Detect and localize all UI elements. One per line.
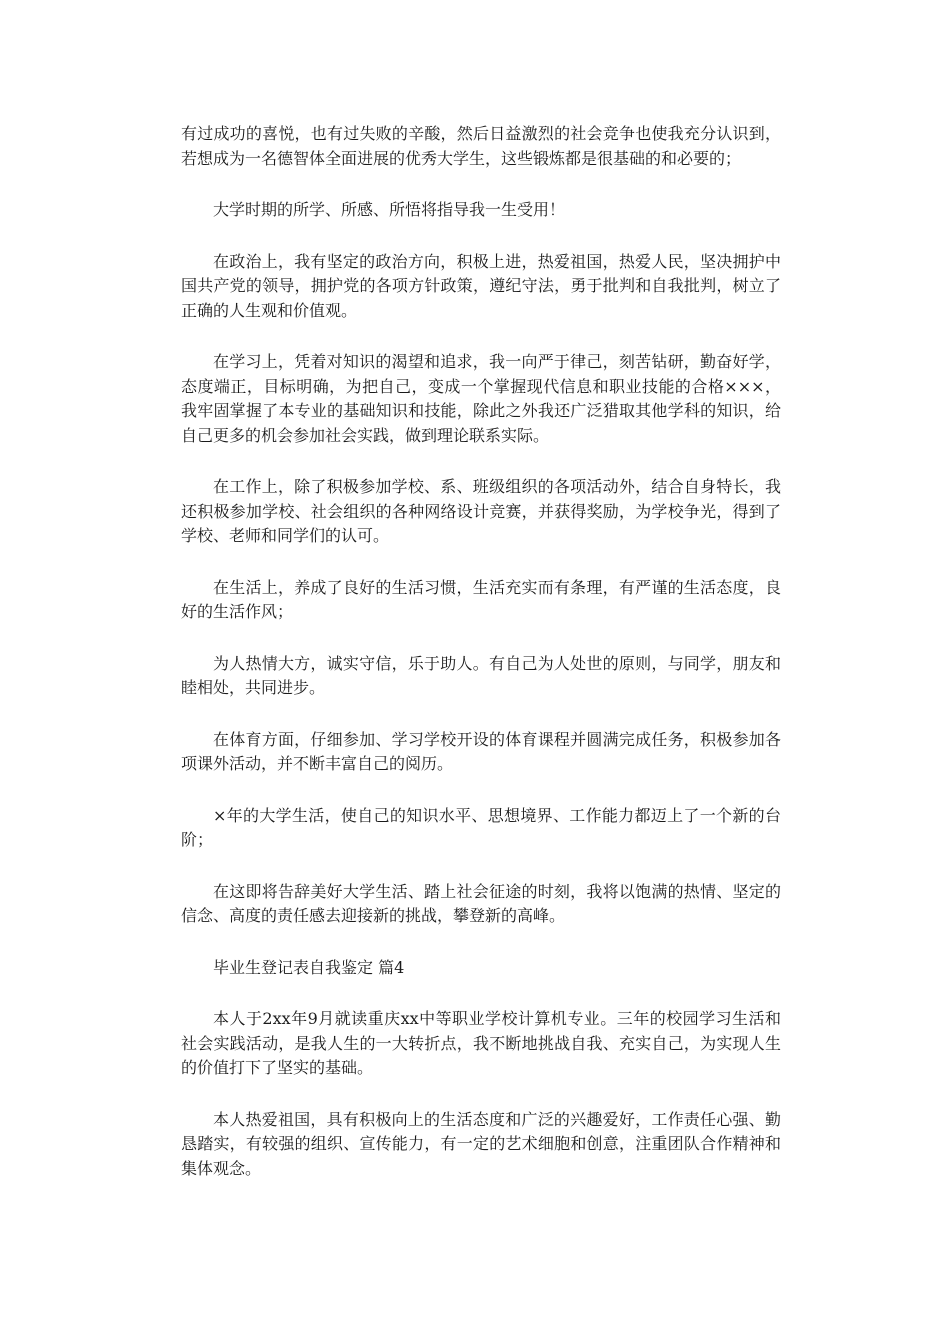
- document-page: [181, 122, 781, 1208]
- paragraph-5: 在工作上，除了积极参加学校、系、班级组织的各项活动外，结合自身特长，我还积极参加学校、社会组织的各种网络设计竞赛，并获得奖励，为学校争光，得到了学校、老师和同学们的认可。: [181, 477, 781, 545]
- paragraph-8: 在体育方面，仔细参加、学习学校开设的体育课程并圆满完成任务，积极参加各项课外活动，并不断丰富自己的阅历。: [181, 729, 781, 773]
- paragraph-6: 在生活上，养成了良好的生活习惯，生活充实而有条理，有严谨的生活态度，良好的生活作风；: [181, 577, 781, 621]
- paragraph-12: 本人热爱祖国，具有积极向上的生活态度和广泛的兴趣爱好，工作责任心强、勤恳踏实，有较强的组织、宣传能力，有一定的艺术细胞和创意，注重团队合作精神和集体观念。: [181, 1109, 781, 1178]
- paragraph-7: 为人热情大方，诚实守信，乐于助人。有自己为人处世的原则，与同学，朋友和睦相处，共同进步。: [181, 653, 781, 697]
- paragraph-11: 本人于2xx年9月就读重庆xx中等职业学校计算机专业。三年的校园学习生活和社会实践活动，是我人生的一大转折点，我不断地挑战自我、充实自己，为实现人生的价值打下了坚实的基础。: [181, 1009, 781, 1077]
- paragraph-4: 在学习上，凭着对知识的渴望和追求，我一向严于律己，刻苦钻研，勤奋好学，态度端正，目标明确，为把自己，变成一个掌握现代信息和职业技能的合格×××，我牢固掌握了本专业的基础知识和技能，除此之外我还广泛猎取其他学科的知识，给自己更多的机会参加社会实践，做到理论联系实际。: [181, 352, 781, 445]
- paragraph-3: 在政治上，我有坚定的政治方向，积极上进，热爱祖国，热爱人民，坚决拥护中国共产党的领导，拥护党的各项方针政策，遵纪守法，勇于批判和自我批判，树立了正确的人生观和价值观。: [181, 251, 781, 320]
- paragraph-2: 大学时期的所学、所感、所悟将指导我一生受用！: [213, 200, 566, 219]
- paragraph-1: 有过成功的喜悦，也有过失败的辛酸，然后日益激烈的社会竞争也使我充分认识到，若想成为一名德智体全面进展的优秀大学生，这些锻炼都是很基础的和必要的；: [181, 124, 781, 168]
- paragraph-9: ×年的大学生活，使自己的知识水平、思想境界、工作能力都迈上了一个新的台阶；: [181, 805, 781, 849]
- section-heading: 毕业生登记表自我鉴定 篇4: [213, 957, 405, 977]
- paragraph-10: 在这即将告辞美好大学生活、踏上社会征途的时刻，我将以饱满的热情、坚定的信念、高度的责任感去迎接新的挑战，攀登新的高峰。: [181, 881, 781, 925]
